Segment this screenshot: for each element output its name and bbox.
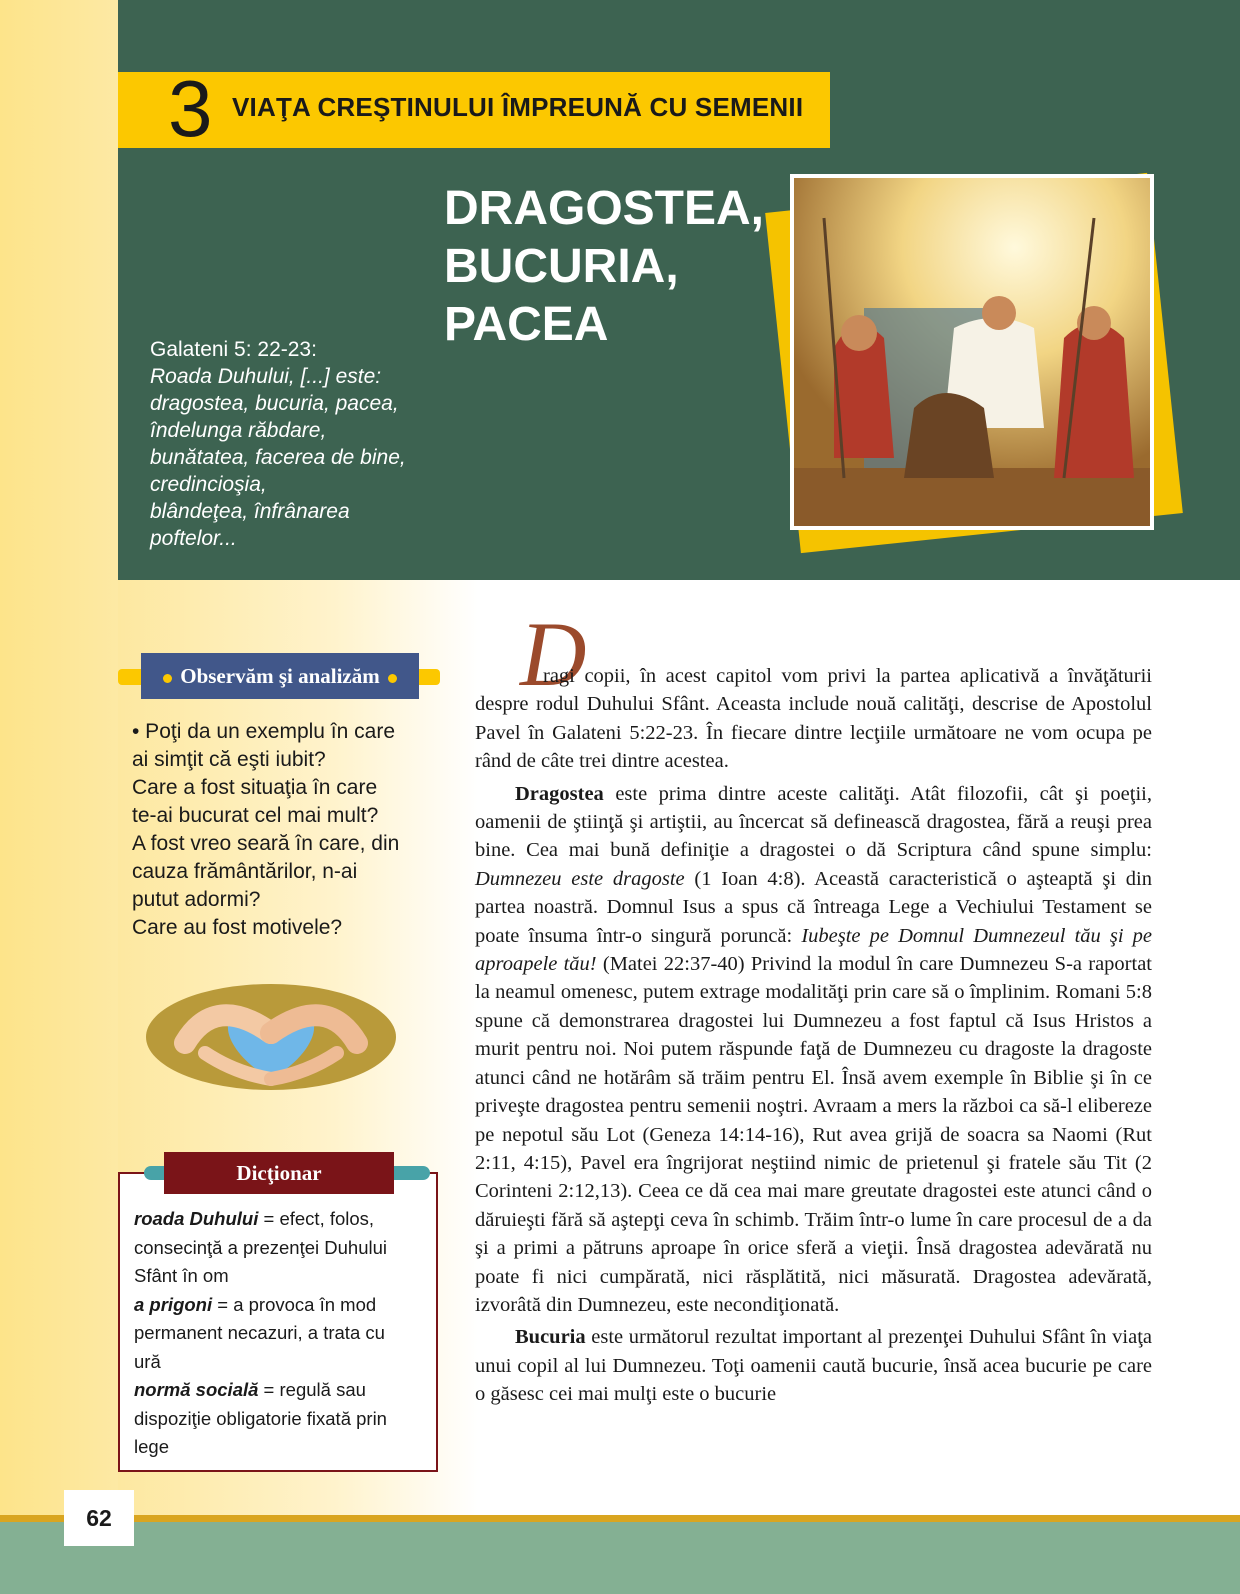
- verse-line: bunătatea, facerea de bine,: [150, 446, 406, 469]
- page-number: 62: [64, 1490, 134, 1546]
- paragraph-text: (Matei 22:37-40) Privind la modul în care Dumnezeu S-a raportat la neamul omenesc, putem extrage modalităţi prin care să o împlinim. Romani 5:8 spune că demonstrarea dragostei lui Dumnezeu a fost faptul că Isus Hristos a murit pentru noi. Noi putem răspunde faţă de Dumnezeu cu dragoste la dragoste atunci când ne hotărâm să trăim pentru El. Însă avem exemple în Biblie şi în ce priveşte dragostea pentru semenii noştri. Avraam a mers la război ca să-l elibereze pe nepotul său Lot (Geneza 14:14-16), Rut avea grijă de soacra sa Naomi (Rut 2:11, 4:15), Pavel era îngrijorat neştiind nimic de prietenul şi fratele său Tit (2 Corinteni 2:12,13). Ceea ce dă cea mai mare greutate dragostei este atunci când o dăruieşti fără să aştepţi ceva în schimb. Trăim într-o lume în care procesul de a da şi a primi a pătruns aproape în orice sferă a vieţii. Însă dragostea adevărată nu poate fi nici cumpărată, nici răsplătită, nici măsurată. Dragostea adevărată, izvorâtă din Dumnezeu, este necondiţionată.: [475, 953, 1152, 1316]
- question-line: • Poţi da un exemplu în care: [132, 720, 396, 743]
- dictionary-definition: consecinţă a prezenţei Duhului: [134, 1236, 387, 1258]
- dictionary-definition: ură: [134, 1350, 161, 1372]
- dictionary-term: normă socială: [134, 1379, 259, 1400]
- question-line: cauza frământărilor, n-ai: [132, 860, 358, 883]
- dot-icon: [163, 674, 172, 683]
- dictionary-definition: permanent necazuri, a trata cu: [134, 1322, 385, 1343]
- verse-reference: Galateni 5: 22-23:: [150, 338, 317, 361]
- paragraph-text: este prima dintre aceste calităţi. Atât filozofii, cât şi poeţii, oamenii de ştiinţă şi artiştii, au încercat să definească dragostea, fără a reuşi prea bine. Cea mai bună definiţie a dragostei o dă Scriptura când spune simplu:: [475, 782, 1152, 862]
- footer-divider: [0, 1515, 1240, 1522]
- verse-line: credincioşia,: [150, 473, 267, 496]
- dictionary-definition: Sfânt în om: [134, 1265, 229, 1286]
- dictionary-term: a prigoni: [134, 1293, 213, 1315]
- scripture-quote: Dumnezeu este dragoste: [475, 867, 685, 890]
- dot-icon: [388, 674, 397, 683]
- dictionary-entry-line: [134, 1376, 430, 1405]
- drop-cap: D: [520, 603, 587, 705]
- dictionary-definition: = efect, folos,: [258, 1208, 375, 1229]
- verse-line: poftelor...: [150, 527, 237, 550]
- verse-quote: [150, 336, 440, 552]
- lesson-title: [444, 180, 764, 354]
- illustration-jailer-scene: [790, 174, 1154, 530]
- lesson-title-line: PACEA: [444, 298, 609, 351]
- paragraph-text: (1 Ioan 4:8). Această caracteristică o aşteaptă şi din partea noastră. Domnul Isus a spus că întreaga Lege a Vechiului Testament se poate însuma într-o singură poruncă:: [475, 867, 1152, 947]
- dictionary-definition: dispoziţie obligatorie fixată prin: [134, 1407, 387, 1429]
- paragraph-dragostea: [475, 780, 1152, 1320]
- question-line: putut adormi?: [132, 888, 261, 911]
- verse-line: blândeţea, înfrânarea: [150, 500, 350, 523]
- dictionary-entry-line: [134, 1205, 430, 1234]
- paragraph-text: este următorul rezultat important al prezenţei Duhului Sfânt în viaţa unui copil al lui Dumnezeu. Toţi oamenii caută bucurie, însă acea bucurie pe care o găsesc cei mai mulţi este o bucurie: [475, 1326, 1152, 1406]
- keyword: Dragostea: [515, 782, 604, 805]
- lesson-title-line: BUCURIA,: [444, 240, 679, 293]
- body-text: [475, 662, 1152, 1413]
- question-line: Care au fost motivele?: [132, 916, 343, 939]
- chapter-title: VIAŢA CREŞTINULUI ÎMPREUNĂ CU SEMENII: [232, 92, 804, 122]
- observe-label: Observăm şi analizăm: [180, 664, 380, 688]
- observe-questions: [132, 718, 432, 942]
- dictionary-title: Dicţionar: [164, 1152, 394, 1194]
- verse-line: îndelunga răbdare,: [150, 419, 327, 442]
- dictionary-definition: = regulă sau: [258, 1379, 366, 1400]
- paragraph-text: ragi copii, în acest capitol vom privi la partea aplicativă a învăţăturii despre rodul Duhului Sfânt. Aceasta include nouă calităţi, descrise de Apostolul Pavel în Galateni 5:22-23. În fiecare dintre lecţiile următoare ne vom ocupa pe rând de câte trei dintre acestea.: [475, 665, 1152, 773]
- verse-line: dragostea, bucuria, pacea,: [150, 392, 399, 415]
- paragraph-intro: [475, 662, 1152, 776]
- dictionary-definition: = a provoca în mod: [212, 1293, 377, 1315]
- left-decorative-strip: [0, 0, 118, 1515]
- verse-line: Roada Duhului, [...] este:: [150, 365, 382, 388]
- dictionary-entries: [134, 1205, 430, 1462]
- question-line: A fost vreo seară în care, din: [132, 832, 400, 855]
- question-line: Care a fost situaţia în care: [132, 776, 378, 799]
- dictionary-term: roada Duhului: [134, 1208, 259, 1229]
- dictionary-definition: lege: [134, 1436, 169, 1457]
- dictionary-entry-line: [134, 1291, 430, 1320]
- observe-badge: [141, 653, 419, 699]
- heart-hands-image: [145, 983, 397, 1091]
- paragraph-bucuria: [475, 1323, 1152, 1408]
- question-line: ai simţit că eşti iubit?: [132, 748, 326, 771]
- chapter-number: 3: [168, 64, 213, 153]
- scripture-quote: Iubeşte pe Domnul Dumnezeul tău şi pe aproapele tău!: [475, 924, 1152, 976]
- keyword: Bucuria: [515, 1326, 586, 1349]
- lesson-title-line: DRAGOSTEA,: [444, 182, 765, 235]
- footer-band: [0, 1522, 1240, 1594]
- question-line: te-ai bucurat cel mai mult?: [132, 804, 379, 827]
